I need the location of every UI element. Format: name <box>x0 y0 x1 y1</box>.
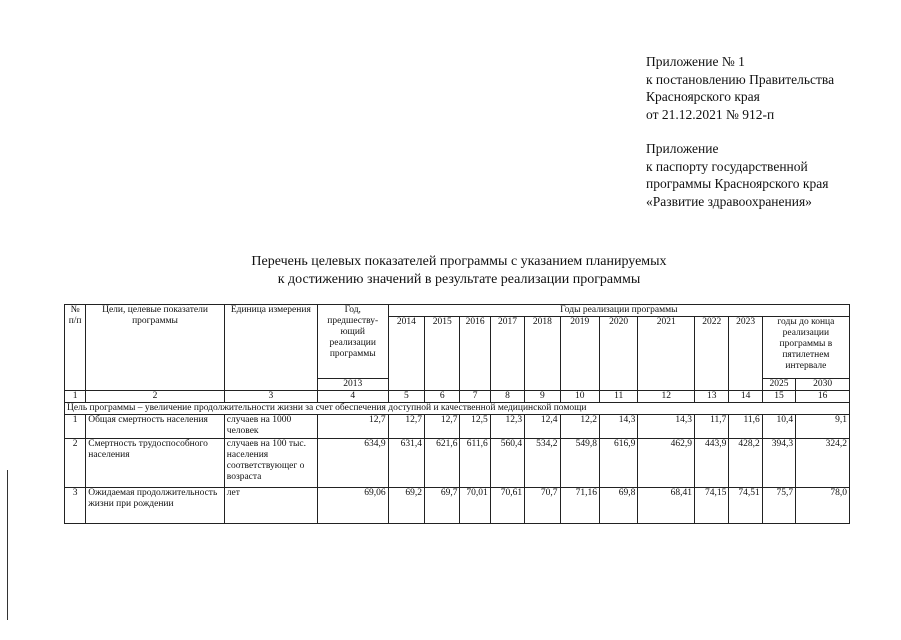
header-year: 2018 <box>525 317 560 391</box>
row-value: 549,8 <box>560 439 599 488</box>
row-value: 443,9 <box>695 439 729 488</box>
appendix1-line: к постановлению Правительства <box>646 71 835 87</box>
row-value: 71,16 <box>560 488 599 524</box>
header-five-year: годы до конца реализации программы в пятилетнем интервале <box>762 317 849 379</box>
row-value: 534,2 <box>525 439 560 488</box>
appendix2-line: Приложение <box>646 141 719 156</box>
column-number: 7 <box>460 391 490 403</box>
appendix2-line: «Развитие здравоохранения» <box>646 193 812 209</box>
row-value: 74,15 <box>695 488 729 524</box>
row-value: 12,2 <box>560 415 599 439</box>
table-row <box>65 488 850 524</box>
row-value: 74,51 <box>729 488 762 524</box>
column-number: 14 <box>729 391 762 403</box>
row-num: 1 <box>65 415 86 439</box>
row-unit: лет <box>224 488 317 524</box>
header-year: 2022 <box>695 317 729 391</box>
row-value: 12,4 <box>525 415 560 439</box>
header-year: 2019 <box>560 317 599 391</box>
column-number: 6 <box>425 391 460 403</box>
row-value: 560,4 <box>490 439 524 488</box>
row-value: 75,7 <box>762 488 795 524</box>
column-number: 4 <box>317 391 388 403</box>
column-number: 2 <box>86 391 225 403</box>
row-value: 12,7 <box>388 415 424 439</box>
appendix2-line: программы Красноярского края <box>646 176 829 191</box>
row-value: 69,8 <box>599 488 637 524</box>
table-row <box>65 415 850 439</box>
column-number: 10 <box>560 391 599 403</box>
indicators-table <box>64 304 850 524</box>
column-number: 15 <box>762 391 795 403</box>
column-number: 9 <box>525 391 560 403</box>
title-line: к достижению значений в результате реализации программы <box>277 272 641 287</box>
row-value: 611,6 <box>460 439 490 488</box>
column-number: 13 <box>695 391 729 403</box>
header-year: 2023 <box>729 317 762 391</box>
header-goal: Цели, целевые показатели программы <box>86 305 225 391</box>
column-number: 11 <box>599 391 637 403</box>
row-value: 70,7 <box>525 488 560 524</box>
column-number: 1 <box>65 391 86 403</box>
row-value: 616,9 <box>599 439 637 488</box>
row-value: 11,7 <box>695 415 729 439</box>
header-year: 2021 <box>638 317 695 391</box>
row-value: 12,3 <box>490 415 524 439</box>
header-year: 2014 <box>388 317 424 391</box>
row-value: 68,41 <box>638 488 695 524</box>
document-title <box>64 253 854 289</box>
row-value: 10,4 <box>762 415 795 439</box>
column-number: 12 <box>638 391 695 403</box>
row-value: 69,2 <box>388 488 424 524</box>
goal-row: Цель программы – увеличение продолжительности жизни за счет обеспечения доступной и качественной медицинской помощи <box>65 403 850 415</box>
row-value: 634,9 <box>317 439 388 488</box>
row-value: 78,0 <box>796 488 850 524</box>
header-year: 2015 <box>425 317 460 391</box>
row-value: 69,06 <box>317 488 388 524</box>
row-value: 12,7 <box>317 415 388 439</box>
row-value: 70,01 <box>460 488 490 524</box>
header-num: № п/п <box>65 305 86 391</box>
header-year: 2017 <box>490 317 524 391</box>
row-value: 14,3 <box>638 415 695 439</box>
row-indicator-name: Смертность трудоспособного населения <box>86 439 225 488</box>
table-row <box>65 439 850 488</box>
appendix1-line: Приложение № 1 <box>646 54 745 69</box>
header-prev-year: Год, предшеству-ющий реализации программы <box>317 305 388 379</box>
row-num: 2 <box>65 439 86 488</box>
row-value: 69,7 <box>425 488 460 524</box>
row-value: 428,2 <box>729 439 762 488</box>
header-prev-year-value: 2013 <box>317 379 388 391</box>
page-edge-line <box>7 470 8 620</box>
row-value: 394,3 <box>762 439 795 488</box>
column-number: 16 <box>796 391 850 403</box>
row-value: 12,7 <box>425 415 460 439</box>
row-value: 631,4 <box>388 439 424 488</box>
row-value: 14,3 <box>599 415 637 439</box>
header-year: 2016 <box>460 317 490 391</box>
header-years-group: Годы реализации программы <box>388 305 849 317</box>
row-value: 70,61 <box>490 488 524 524</box>
header-five-year-year: 2025 <box>762 379 795 391</box>
appendix2-line: к паспорту государственной <box>646 158 808 174</box>
row-value: 324,2 <box>796 439 850 488</box>
row-unit: случаев на 1000 человек <box>224 415 317 439</box>
header-year: 2020 <box>599 317 637 391</box>
column-number: 3 <box>224 391 317 403</box>
row-indicator-name: Ожидаемая продолжительность жизни при рождении <box>86 488 225 524</box>
row-indicator-name: Общая смертность населения <box>86 415 225 439</box>
appendix1-line: Красноярского края <box>646 89 760 104</box>
row-num: 3 <box>65 488 86 524</box>
appendix-header <box>646 53 834 210</box>
row-value: 462,9 <box>638 439 695 488</box>
row-unit: случаев на 100 тыс. населения соответствующег о возраста <box>224 439 317 488</box>
row-value: 11,6 <box>729 415 762 439</box>
row-value: 621,6 <box>425 439 460 488</box>
row-value: 9,1 <box>796 415 850 439</box>
header-gap <box>646 123 834 140</box>
appendix1-line: от 21.12.2021 № 912-п <box>646 106 775 122</box>
title-line: Перечень целевых показателей программы с указанием планируемых <box>251 254 667 269</box>
header-unit: Единица измерения <box>224 305 317 391</box>
header-five-year-year: 2030 <box>796 379 850 391</box>
column-number: 5 <box>388 391 424 403</box>
row-value: 12,5 <box>460 415 490 439</box>
column-number: 8 <box>490 391 524 403</box>
